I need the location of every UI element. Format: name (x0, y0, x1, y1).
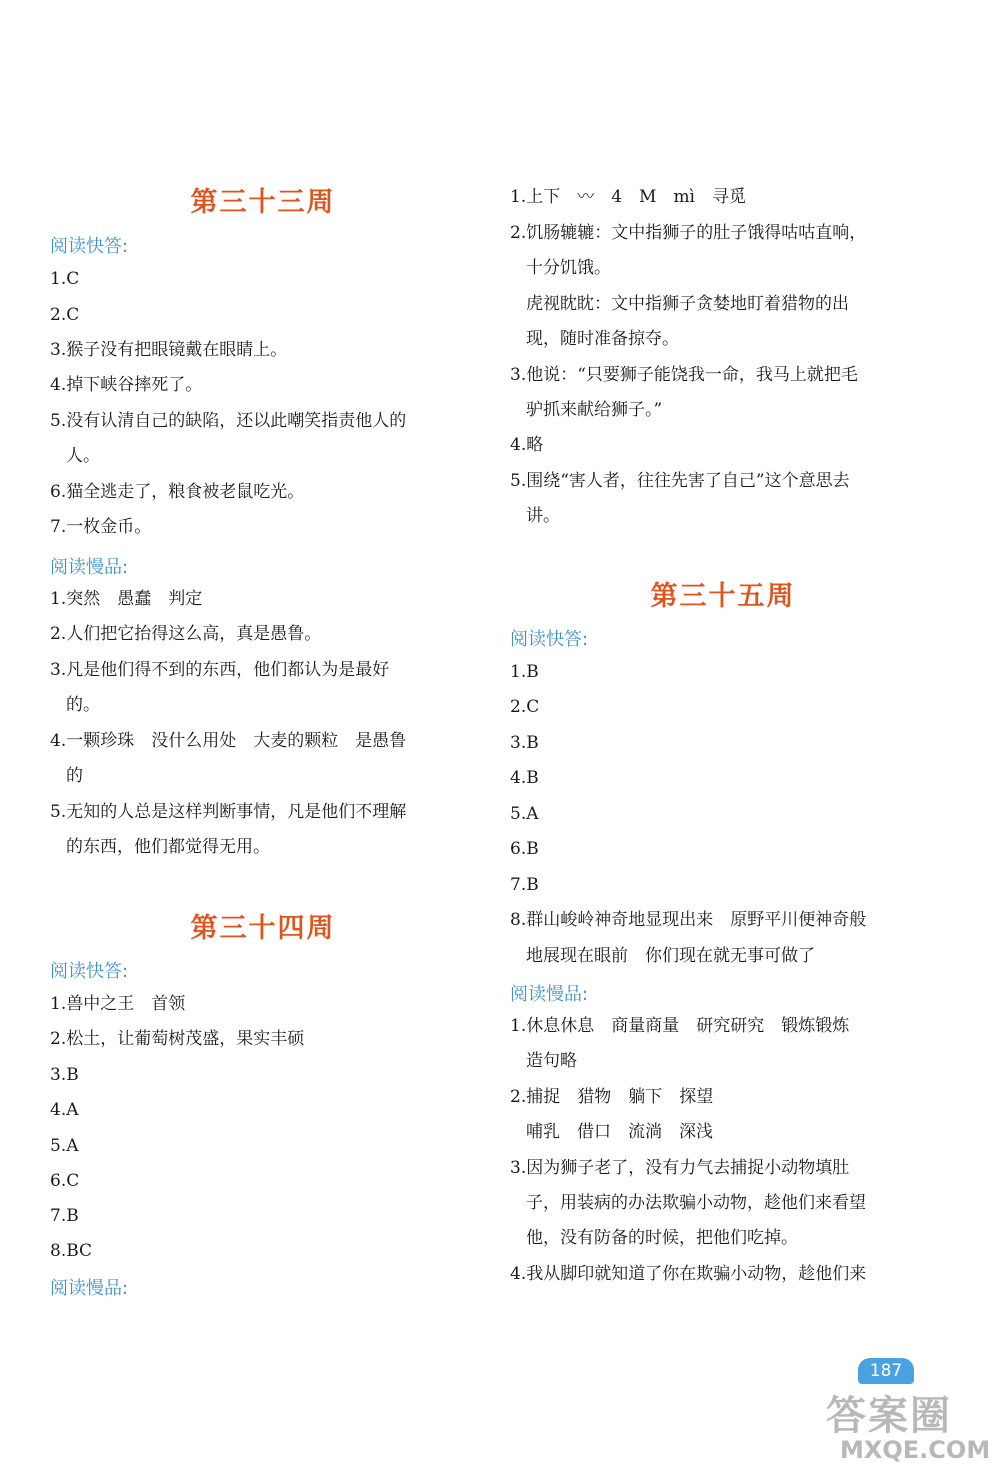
answer-line: 1.休息休息 商量商量 研究研究 锻炼锻炼 (510, 1016, 850, 1036)
watermark-logo (818, 1384, 994, 1474)
page-number: 187 (858, 1358, 914, 1384)
answer-line: 的 (66, 766, 83, 786)
answer-line: 6.猫全逃走了，粮食被老鼠吃光。 (50, 482, 305, 502)
answer-line: 2.捕捉 猎物 躺下 探望 (510, 1087, 714, 1107)
answer-line: 1.C (50, 269, 80, 289)
answer-line: 4.A (50, 1100, 79, 1120)
answer-line: 1.突然 愚蠢 判定 (50, 589, 203, 609)
watermark-url: MXQE.COM (840, 1436, 991, 1464)
answer-line: 4.一颗珍珠 没什么用处 大麦的颗粒 是愚鲁 (50, 731, 407, 751)
answer-line: 哺乳 借口 流淌 深浅 (526, 1122, 713, 1142)
slow-read-label: 阅读慢品: (50, 557, 129, 578)
answer-line: 十分饥饿。 (526, 258, 611, 278)
answer-line: 人。 (66, 446, 100, 466)
answer-line: 3.猴子没有把眼镜戴在眼睛上。 (50, 340, 288, 360)
answer-line: 1.上下 〰 4 M mì 寻觅 (510, 187, 746, 207)
answer-line: 的。 (66, 695, 100, 715)
answer-line: 讲。 (526, 506, 560, 526)
answer-line: 7.B (510, 875, 539, 895)
quick-answer-label: 阅读快答: (510, 629, 589, 650)
answer-line: 3.B (50, 1065, 79, 1085)
answer-line: 3.B (510, 733, 539, 753)
answer-line: 8.BC (50, 1241, 93, 1261)
slow-read-label: 阅读慢品: (510, 984, 589, 1005)
answer-line: 2.松土，让葡萄树茂盛，果实丰硕 (50, 1029, 305, 1049)
slow-read-label: 阅读慢品: (50, 1278, 129, 1299)
answer-line: 造句略 (526, 1051, 577, 1071)
answer-line: 5.无知的人总是这样判断事情，凡是他们不理解 (50, 802, 407, 822)
quick-answer-label: 阅读快答: (50, 236, 129, 257)
answer-line: 5.A (50, 1136, 79, 1156)
section-title-week-33: 第三十三周 (190, 187, 336, 218)
answer-line: 现，随时准备掠夺。 (526, 329, 679, 349)
quick-answer-label: 阅读快答: (50, 961, 129, 982)
answer-line: 8.群山峻岭神奇地显现出来 原野平川便神奇般 (510, 910, 867, 930)
answer-line: 5.A (510, 804, 539, 824)
answer-line: 2.饥肠辘辘：文中指狮子的肚子饿得咕咕直响， (510, 223, 867, 243)
answer-line: 子，用装病的办法欺骗小动物，趁他们来看望 (526, 1193, 866, 1213)
answer-line: 驴抓来献给狮子。” (526, 400, 663, 420)
answer-line: 地展现在眼前 你们现在就无事可做了 (526, 946, 815, 966)
answer-line: 7.一枚金币。 (50, 517, 152, 537)
answer-line: 1.兽中之王 首领 (50, 994, 186, 1014)
section-title-week-34: 第三十四周 (190, 913, 336, 944)
answer-line: 3.因为狮子老了，没有力气去捕捉小动物填肚 (510, 1158, 850, 1178)
answer-line: 5.没有认清自己的缺陷，还以此嘲笑指责他人的 (50, 411, 407, 431)
answer-line: 5.围绕“害人者，往往先害了自己”这个意思去 (510, 471, 850, 491)
answer-line: 他，没有防备的时候，把他们吃掉。 (526, 1228, 798, 1248)
answer-line: 4.略 (510, 435, 544, 455)
answer-line: 7.B (50, 1206, 79, 1226)
answer-line: 4.我从脚印就知道了你在欺骗小动物，趁他们来 (510, 1264, 867, 1284)
section-title-week-35: 第三十五周 (650, 581, 796, 612)
watermark-main-text: 答案圈 (826, 1393, 952, 1439)
answer-line: 6.B (510, 839, 539, 859)
answer-line: 3.凡是他们得不到的东西，他们都认为是最好 (50, 660, 390, 680)
answer-line: 2.人们把它抬得这么高，真是愚鲁。 (50, 624, 322, 644)
answer-line: 6.C (50, 1171, 80, 1191)
answer-line: 2.C (510, 697, 540, 717)
answer-line: 1.B (510, 662, 539, 682)
answer-line: 3.他说：“只要狮子能饶我一命，我马上就把毛 (510, 365, 858, 385)
answer-line: 4.B (510, 768, 539, 788)
answer-line: 虎视眈眈：文中指狮子贪婪地盯着猎物的出 (526, 294, 849, 314)
answer-line: 2.C (50, 305, 80, 325)
answer-line: 的东西，他们都觉得无用。 (66, 837, 270, 857)
answer-line: 4.掉下峡谷摔死了。 (50, 375, 203, 395)
